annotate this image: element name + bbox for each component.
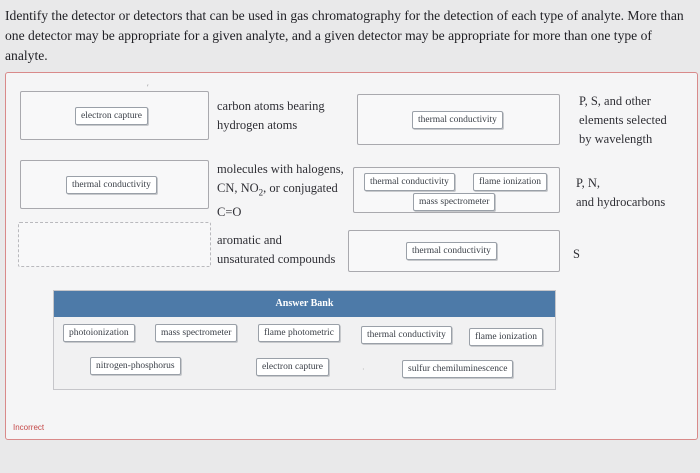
bank-chip-mass-spectrometer[interactable]: mass spectrometer <box>155 324 237 342</box>
question-instructions: Identify the detector or detectors that can be used in gas chromatography for the detection of each type of analyte. More than one detector may be appropriate for a given analyte, and a given detector may be appropriate for more than one type of analyte. <box>5 8 684 63</box>
placed-chip-flame-ionization[interactable]: flame ionization <box>473 173 547 191</box>
analyte-halogens-cn-no2: molecules with halogens, CN, $NO_2$, or conjugated C=O <box>217 162 344 219</box>
status-incorrect: Incorrect <box>13 423 45 432</box>
bank-chip-flame-photometric[interactable]: flame photometric <box>258 324 340 342</box>
label-p-s-elements: P, S, and other elements selected by wavelength <box>579 94 667 146</box>
placed-chip-thermal-conductivity[interactable]: thermal conductivity <box>412 111 503 129</box>
analyte-carbon-hydrogen: carbon atoms bearing hydrogen atoms <box>217 99 325 132</box>
label-p-n-hydrocarbons: P, N, and hydrocarbons <box>576 176 666 209</box>
cursor-mark: ′ <box>147 83 149 92</box>
placed-chip-thermal-conductivity[interactable]: thermal conductivity <box>66 176 157 194</box>
bank-chip-sulfur-chemiluminescence[interactable]: sulfur chemiluminescence <box>402 360 513 378</box>
analyte-aromatic-unsaturated: aromatic and unsaturated compounds <box>217 233 336 266</box>
placed-chip-mass-spectrometer[interactable]: mass spectrometer <box>413 193 495 211</box>
placed-chip-electron-capture[interactable]: electron capture <box>75 107 148 125</box>
bank-chip-flame-ionization[interactable]: flame ionization <box>469 328 543 346</box>
bank-chip-thermal-conductivity[interactable]: thermal conductivity <box>361 326 452 344</box>
placed-chip-thermal-conductivity[interactable]: thermal conductivity <box>406 242 497 260</box>
bank-chip-nitrogen-phosphorus[interactable]: nitrogen-phosphorus <box>90 357 181 375</box>
bank-chip-electron-capture[interactable]: electron capture <box>256 358 329 376</box>
stray-dot: · <box>362 365 365 374</box>
drop-zone-row3-left[interactable] <box>18 222 211 267</box>
label-s: S <box>573 247 580 261</box>
placed-chip-thermal-conductivity[interactable]: thermal conductivity <box>364 173 455 191</box>
bank-chip-photoionization[interactable]: photoionization <box>63 324 135 342</box>
answer-bank-title: Answer Bank <box>54 291 555 317</box>
